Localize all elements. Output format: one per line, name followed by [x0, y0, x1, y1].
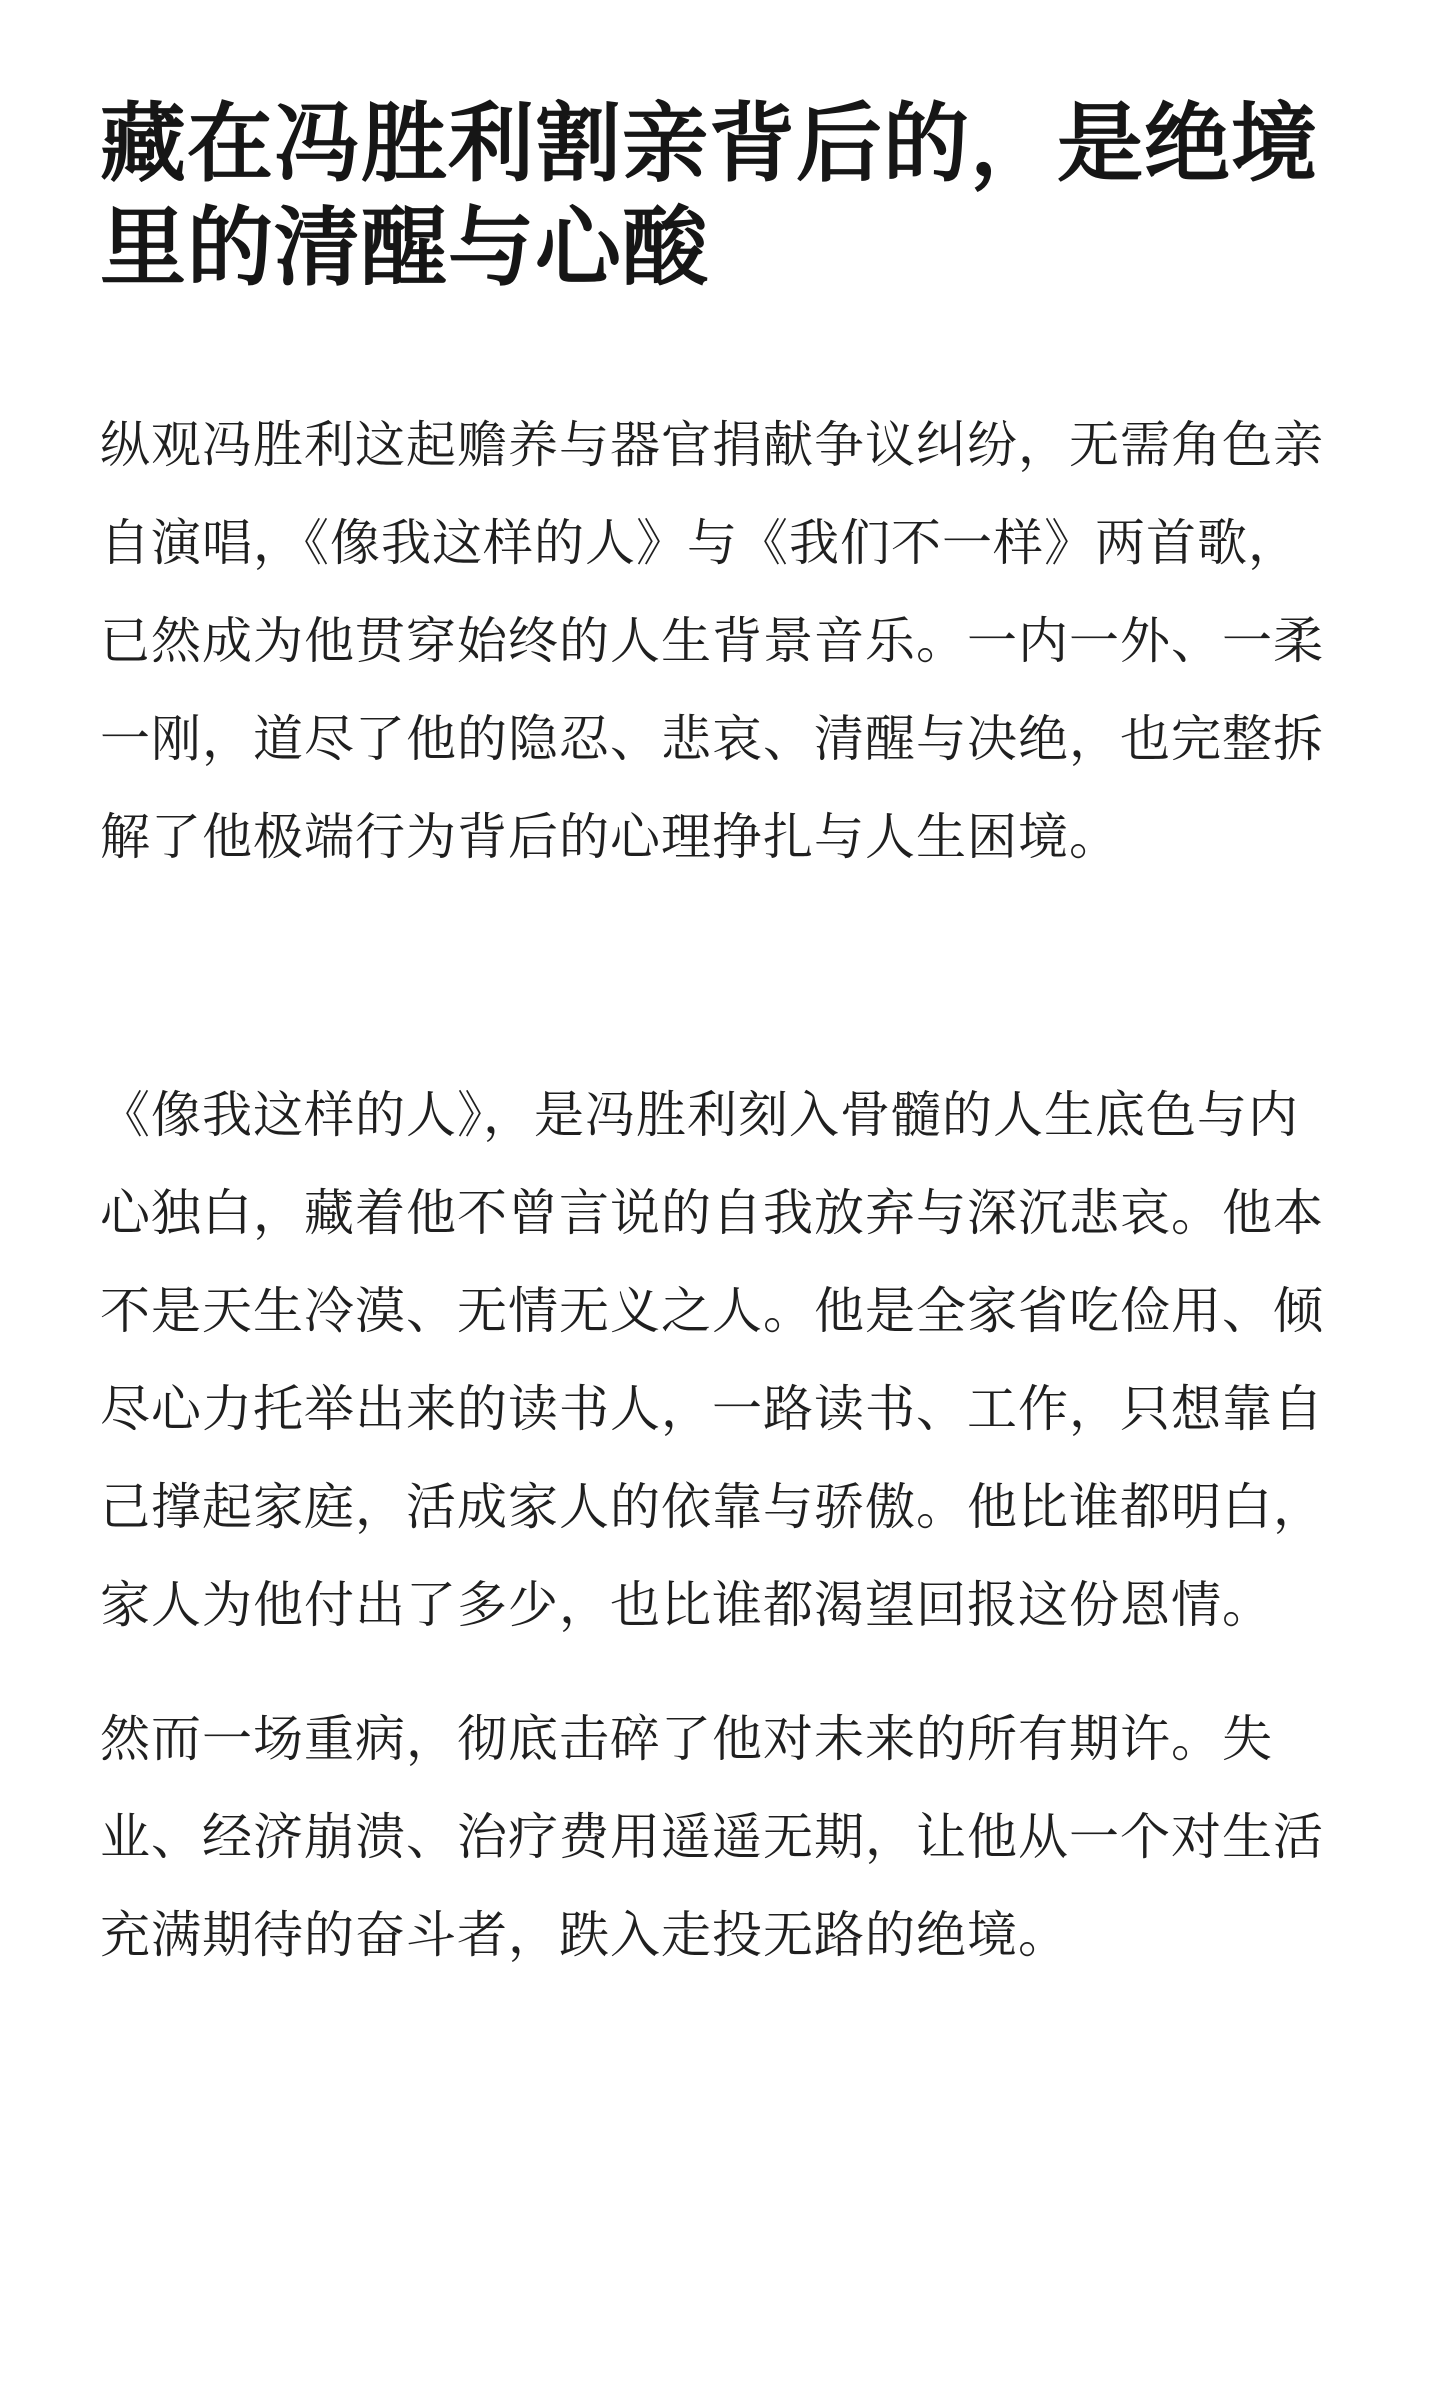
paragraph-spacer [100, 886, 1340, 1066]
paragraph-spacer [100, 1654, 1340, 1690]
article-paragraph-1: 纵观冯胜利这起赡养与器官捐献争议纠纷，无需角色亲自演唱，《像我这样的人》与《我们不一样》两首歌，已然成为他贯穿始终的人生背景音乐。一内一外、一柔一刚，道尽了他的隐忍、悲哀、清醒与决绝，也完整拆解了他极端行为背后的心理挣扎与人生困境。 [100, 416, 1324, 866]
article-paragraph-3: 然而一场重病，彻底击碎了他对未来的所有期许。失业、经济崩溃、治疗费用遥遥无期，让他从一个对生活充满期待的奋斗者，跌入走投无路的绝境。 [100, 1710, 1324, 1964]
article-content [100, 396, 1340, 1984]
article-paragraph-2: 《像我这样的人》，是冯胜利刻入骨髓的人生底色与内心独白，藏着他不曾言说的自我放弃与深沉悲哀。他本不是天生冷漠、无情无义之人。他是全家省吃俭用、倾尽心力托举出来的读书人，一路读书、工作，只想靠自己撑起家庭，活成家人的依靠与骄傲。他比谁都明白，家人为他付出了多少，也比谁都渴望回报这份恩情。 [100, 1086, 1324, 1634]
article-title: 藏在冯胜利割亲背后的，是绝境里的清醒与心酸 [100, 93, 1318, 298]
